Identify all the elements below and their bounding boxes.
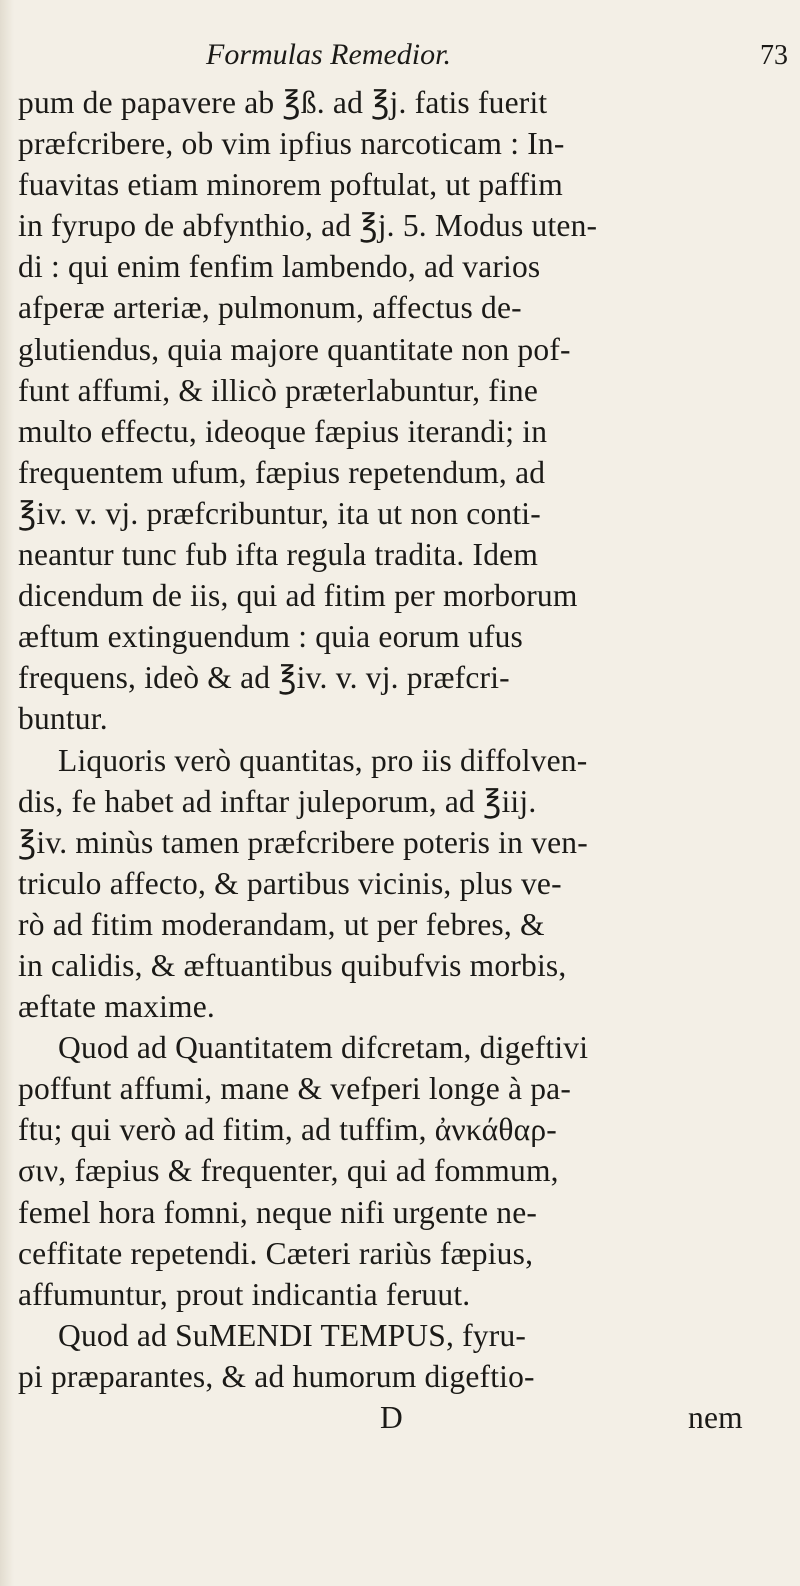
signature-mark: D xyxy=(380,1400,403,1435)
text-line: ℥iv. minùs tamen præfcribere poteris in ven- xyxy=(18,824,588,860)
text-line: pum de papavere ab ℥ß. ad ℥j. fatis fuerit xyxy=(18,85,548,120)
page-header xyxy=(18,38,788,82)
text-line: poffunt affumi, mane & vefperi longe à pa- xyxy=(18,1071,572,1107)
text-line: multo effectu, ideoque fæpius iterandi; in xyxy=(18,413,548,449)
running-title: Formulas Remedior. xyxy=(206,38,451,71)
text-line: ℥iv. v. vj. præfcribuntur, ita ut non conti- xyxy=(18,495,541,531)
catchword: nem xyxy=(688,1400,743,1435)
text-line: neantur tunc fub ifta regula tradita. Idem xyxy=(18,537,539,573)
text-line: glutiendus, quia majore quantitate non pof- xyxy=(18,331,571,367)
text-line: di : qui enim fenfim lambendo, ad varios xyxy=(18,249,541,285)
text-line: dis, fe habet ad inftar juleporum, ad ℥iij. xyxy=(18,783,537,819)
page-footer xyxy=(18,1397,788,1438)
text-line: afperæ arteriæ, pulmonum, affectus de- xyxy=(18,290,522,326)
binding-gutter xyxy=(0,0,14,1586)
text-line: Quod ad Quantitatem difcretam, digeftivi xyxy=(58,1030,589,1066)
text-line: Quod ad SuMENDI TEMPUS, fyru- xyxy=(58,1317,527,1353)
text-line: frequens, ideò & ad ℥iv. v. vj. præfcri- xyxy=(18,660,510,696)
text-line: ceffitate repetendi. Cæteri rariùs fæpius, xyxy=(18,1235,534,1271)
text-line: fuavitas etiam minorem poftulat, ut paffim xyxy=(18,167,563,203)
text-line: affumuntur, prout indicantia feruut. xyxy=(18,1276,471,1312)
text-line: rò ad fitim moderandam, ut per febres, & xyxy=(18,906,545,942)
text-line: Liquoris verò quantitas, pro iis diffolven- xyxy=(58,742,588,778)
body-text xyxy=(18,82,788,1438)
page-number: 73 xyxy=(760,40,788,71)
text-line: femel hora fomni, neque nifi urgente ne- xyxy=(18,1194,538,1230)
text-line: in fyrupo de abfynthio, ad ℥j. 5. Modus uten- xyxy=(18,208,598,244)
text-line: pi præparantes, & ad humorum digeftio- xyxy=(18,1358,535,1394)
text-line: præfcribere, ob vim ipfius narcoticam : In- xyxy=(18,126,565,162)
text-line: funt affumi, & illicò præterlabuntur, fine xyxy=(18,372,539,408)
text-line: ftu; qui verò ad fitim, ad tuffim, ἀνκάθαρ- xyxy=(18,1112,557,1148)
text-line: frequentem ufum, fæpius repetendum, ad xyxy=(18,454,546,490)
text-line: in calidis, & æftuantibus quibufvis morbis, xyxy=(18,947,567,983)
text-line: dicendum de iis, qui ad fitim per morborum xyxy=(18,578,578,614)
book-page xyxy=(18,38,788,1438)
text-line: æftum extinguendum : quia eorum ufus xyxy=(18,619,524,655)
text-line: triculo affecto, & partibus vicinis, plus ve- xyxy=(18,865,562,901)
text-line: σιν, fæpius & frequenter, qui ad fommum, xyxy=(18,1153,559,1189)
text-line: buntur. xyxy=(18,701,108,737)
text-line: æftate maxime. xyxy=(18,989,215,1025)
